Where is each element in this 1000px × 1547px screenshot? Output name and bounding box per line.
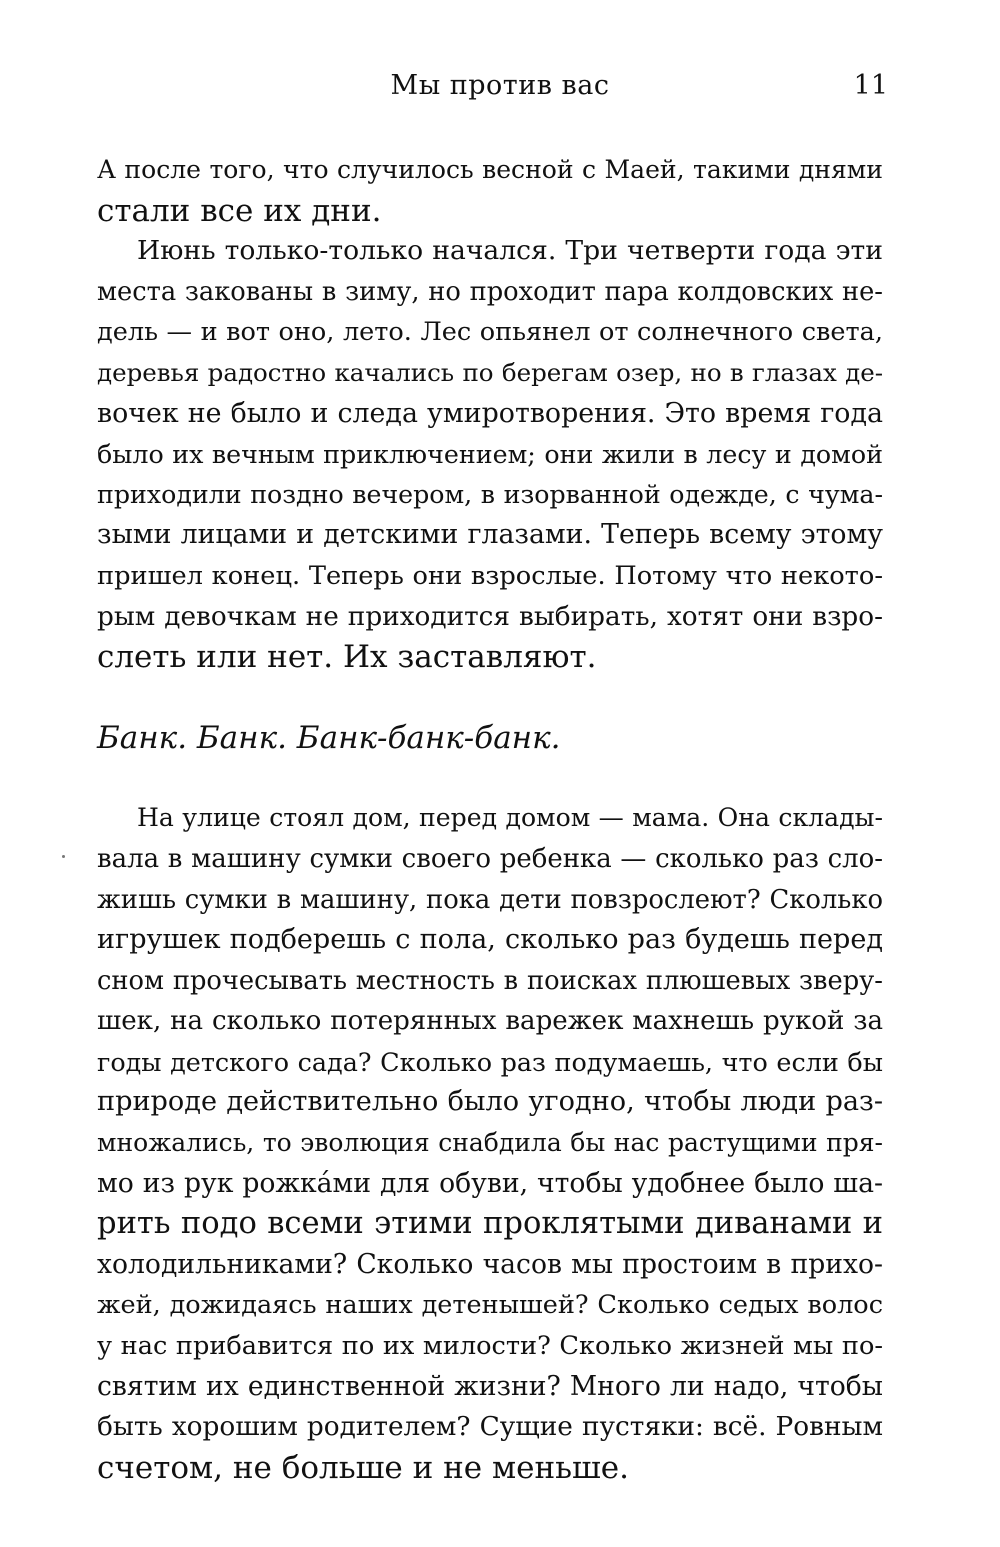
page-number: 11 <box>853 70 888 101</box>
text-line: шек, на сколько потерянных варежек махнешь рукой за <box>97 1006 883 1037</box>
text-line: мо из рук рожка́ми для обуви, чтобы удобнее было ша- <box>97 1167 883 1199</box>
text-line: На улице стоял дом, перед домом — мама. Она склады- <box>137 803 883 833</box>
text-line: быть хорошим родителем? Сущие пустяки: всё. Ровным <box>97 1412 883 1443</box>
text-line: жей, дожидаясь наших детенышей? Сколько седых волос <box>97 1290 883 1321</box>
text-line: было их вечным приключением; они жили в лесу и домой <box>97 439 883 470</box>
text-line: деревья радостно качались по берегам озер, но в глазах де- <box>97 357 883 387</box>
section-gap <box>97 678 883 718</box>
text-line: слеть или нет. Их заставляют. <box>97 639 597 676</box>
text-line: А после того, что случилось весной с Маей, такими днями <box>97 155 883 184</box>
text-line: зыми лицами и детскими глазами. Теперь всему этому <box>97 519 883 551</box>
paragraph <box>97 798 883 1488</box>
paragraph <box>97 231 883 678</box>
italic-paragraph <box>97 718 883 759</box>
text-line: святим их единственной жизни? Много ли надо, чтобы <box>97 1370 883 1402</box>
text-line: места закованы в зиму, но проходит пара колдовских не- <box>97 276 883 307</box>
section-gap <box>97 758 883 798</box>
text-line: игрушек подберешь с пола, сколько раз будешь перед <box>97 924 883 956</box>
text-line: природе действительно было угодно, чтобы люди раз- <box>97 1086 883 1118</box>
text-line: годы детского сада? Сколько раз подумаешь, что если бы <box>97 1046 883 1077</box>
text-line: Июнь только-только начался. Три четверти года эти <box>137 235 883 267</box>
text-line: рить подо всеми этими проклятыми диванами и <box>97 1206 883 1242</box>
text-line: вала в машину сумки своего ребенка — сколько раз сло- <box>97 843 883 874</box>
paragraph <box>97 150 883 231</box>
text-line: счетом, не больше и не меньше. <box>97 1449 630 1486</box>
text-line: Банк. Банк. Банк-банк-банк. <box>97 719 561 756</box>
text-line: стали все их дни. <box>97 192 382 229</box>
text-line: рым девочкам не приходится выбирать, хотят они взро- <box>97 601 883 632</box>
text-line: дель — и вот оно, лето. Лес опьянел от солнечного света, <box>97 317 883 348</box>
text-line: холодильниками? Сколько часов мы простоим в прихо- <box>97 1248 883 1280</box>
scan-speck <box>62 855 65 858</box>
text-line: множались, то эволюция снабдила бы нас растущими пря- <box>97 1128 883 1158</box>
text-line: сном прочесывать местность в поисках плюшевых зверу- <box>97 965 883 996</box>
text-line: приходили поздно вечером, в изорванной одежде, с чума- <box>97 479 883 509</box>
body-text <box>97 150 883 1488</box>
text-line: пришел конец. Теперь они взрослые. Потому что некото- <box>97 560 883 591</box>
text-line: у нас прибавится по их милости? Сколько жизней мы по- <box>97 1331 883 1362</box>
text-line: жишь сумки в машину, пока дети повзрослеют? Сколько <box>97 884 883 915</box>
text-line: вочек не было и следа умиротворения. Это время года <box>97 397 883 429</box>
running-title: Мы против вас <box>390 70 610 101</box>
running-head <box>0 70 1000 110</box>
